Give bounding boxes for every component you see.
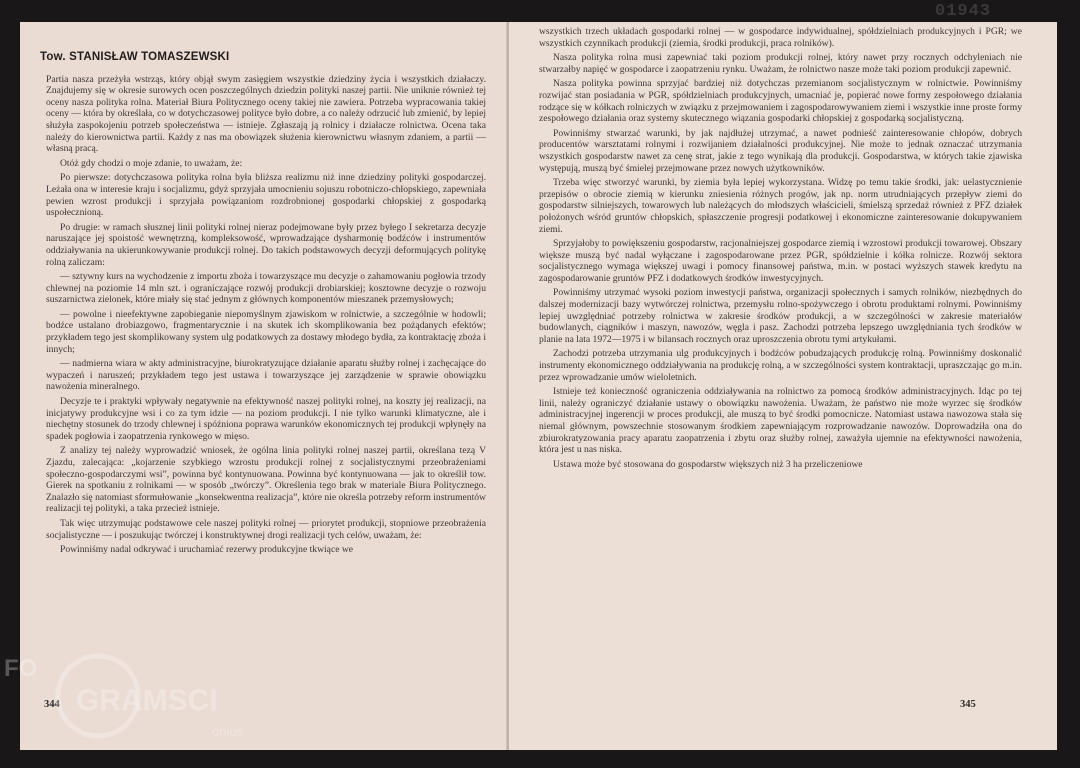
watermark-main-text: GRAMSCI [76,684,218,717]
speaker-heading: Tow. STANISŁAW TOMASZEWSKI [40,51,230,63]
book-spread [20,22,1057,750]
paragraph: — powolne i nieefektywne zapobieganie niepomyślnym zjawiskom w rolnictwie, a szczególnie w hodowli; bodźce ustalano drobiazgowo, fragmentarycznie i na skutek ich skomplikowania bez pożądanych efektów; przykładem tego jest skomplikowany system ulg podatkowych za dostawy młodego bydła, za kontraktację zboża i innych; [46,308,486,355]
right-page [509,22,1057,750]
paragraph: Decyzje te i praktyki wpływały negatywnie na efektywność naszej polityki rolnej, na koszty jej realizacji, na inicjatywy produkcyjne wsi i co za tym idzie — na poziom produkcji. I nie tylko warunki klimatyczne, ale i niechętny stosunek do trzody chlewnej i spóźniona poprawa warunków ekonomicznych tej produkcji wpłynęły na spadek pogłowia i zaopatrzenia rynkowego w mięso. [46,396,486,442]
paragraph: Nasza polityka rolna musi zapewniać taki poziom produkcji rolnej, który nawet przy rocznych odchyleniach nie stwarzałby napięć w gospodarce i zaopatrzeniu rynku. Uważam, że rolnictwo nasze może taki poziom produkcji zapewnić. [539,52,1022,75]
paragraph: Po pierwsze: dotychczasowa polityka rolna była bliższa realizmu niż inne dziedziny polityki gospodarczej. Leżała ona w interesie kraju i socjalizmu, gdyż sprzyjała umocnieniu sojuszu robotniczo-chłopskiego, zapewniała pewien wzrost produkcji i sprzyjała powiązaniom rozdrobnionej gospodarki chłopskiej z gospodarką uspołecznioną. [46,172,486,219]
paragraph: Sprzyjałoby to powiększeniu gospodarstw, racjonalniejszej gospodarce ziemią i wzrostowi produkcji towarowej. Obszary większe muszą być nadal wyłączane i zagospodarowane przez PGR, spółdzielnie i kółka rolnicze. Rozwój sektora socjalistycznego wymaga większej uwagi i pomocy finansowej państwa, m.in. w postaci wyższych stawek kredytu na zagospodarowanie gruntów PFZ i dodatkowych środków inwestycyjnych. [539,238,1022,284]
paragraph: Trzeba więc stworzyć warunki, by ziemia była lepiej wykorzystana. Widzę po temu takie środki, jak: uelastycznienie przepisów o obrocie ziemią w kierunku zniesienia różnych progów, jak np. norm utrudniających przepływ ziemi do gospodarstw silniejszych, towarowych lub należących do młodszych właścicieli, śmielszą sprzedaż również z PFZ działek położonych wśród gruntów chłopskich, spłaszczenie progresji podatkowej i ekonomiczne zainteresowanie dokupywaniem ziemi. [539,177,1022,235]
paragraph: wszystkich trzech układach gospodarki rolnej — w gospodarce indywidualnej, spółdzielniach produkcyjnych i PGR; we wszystkich czynnikach produkcji (ziemia, środki produkcji, praca rolników). [539,26,1022,49]
archive-stamp-number: 01943 [935,2,992,21]
watermark-prefix-text: FO [4,655,38,682]
right-text-column [539,26,1022,473]
paragraph: Otóż gdy chodzi o moje zdanie, to uważam, że: [60,157,243,169]
paragraph: Istnieje też konieczność ograniczenia oddziaływania na rolnictwo za pomocą środków administracyjnych. Idąc po tej linii, należy ograniczyć działanie ustawy o obowiązku nawożenia. Uważam, że państwo nie może wyrzec się środków administracyjnej ingerencji w proces produkcji, ale muszą to być środki pomocnicze. Natomiast ustawa nawozowa stała się niemal głównym, powszechnie stosowanym środkiem zapewniającym rozprowadzanie nawozów. Doprowadziła ona do zbiurokratyzowania pracy aparatu zaopatrzenia i zbytu oraz służby rolnej, zaważyła ujemnie na efektywności nawożenia, która jest u nas niska. [539,386,1022,456]
paragraph: Zachodzi potrzeba utrzymania ulg produkcyjnych i bodźców pobudzających produkcję rolną. Powinniśmy doskonalić instrumenty ekonomicznego oddziaływania na produkcję rolną, a w szczególności system kontraktacji, upraszczając go m.in. przez wprowadzanie umów wieloletnich. [539,348,1022,383]
paragraph: Powinniśmy nadal odkrywać i uruchamiać rezerwy produkcyjne tkwiące we [60,544,354,556]
paragraph: Powinniśmy utrzymać wysoki poziom inwestycji państwa, organizacji społecznych i samych rolników, niezbędnych do dalszej modernizacji bazy wytwórczej rolnictwa, przemysłu rolno-spożywczego i obrotu produktami rolnymi. Powinniśmy lepiej uwzględniać potrzeby rolnictwa w zakresie środków produkcji, a w szczególności w zakresie materiałów budowlanych, ciągników i maszyn, nawozów, węgla i pasz. Zachodzi potrzeba lepszego uwzględniania tych środków w planie na lata 1972—1975 i w bilansach rocznych oraz uproszczenia obrotu tymi artykułami. [539,287,1022,345]
paragraph: Po drugie: w ramach słusznej linii polityki rolnej nieraz podejmowane były przez byłego I sekretarza decyzje naruszające jej spoistość wewnętrzną, kompleksowość, wprowadzające dysharmonię bodźców i instrumentów oddziaływania na ukierunkowywanie produkcji rolnej. Do takich podstawowych decyzji deformujących politykę rolną zaliczam: [46,221,486,268]
paragraph: Tak więc utrzymując podstawowe cele naszej polityki rolnej — priorytet produkcji, stopniowe przeobrażenia socjalistyczne — i poszukując twórczej i konstruktywnej drogi realizacji tych celów, uważam, że: [46,517,486,541]
paragraph: Powinniśmy stwarzać warunki, by jak najdłużej utrzymać, a nawet podnieść zainteresowanie chłopów, dobrych producentów warsztatami rolnymi i rozwijaniem działalności produkcyjnej. Nie może to jednak oznaczać utrzymania wszystkich gospodarstw nawet za cenę strat, jakie z tego wynikają dla produkcji. Gospodarstwa, w których takie zjawiska występują, muszą być śmielej przejmowane przez nowych użytkowników. [539,127,1022,174]
page-number-right: 345 [960,699,976,710]
page-number-left: 344 [44,699,60,710]
paragraph: — sztywny kurs na wychodzenie z importu zboża i towarzyszące mu decyzje o zahamowaniu pogłowia trzody chlewnej na poziomie 14 mln szt. i ograniczające rozwój produkcji drobiarskiej; kosztowne decyzje o rozwoju suszarnictwa zielonek, które miały się stać jednym z głównych komponentów mieszanek przemysłowych; [46,271,486,306]
paragraph: Partia nasza przeżyła wstrząs, który objął swym zasięgiem wszystkie dziedziny życia i wszystkich działaczy. Znajdujemy się w okresie surowych ocen poszczególnych dziedzin polityki naszej partii. Nie uniknie również tej oceny nasza polityka rolna. Materiał Biura Politycznego oceny takiej nie zawiera. Potrzeba wypracowania takiej oceny — która by określała, co w dotychczasowej polityce było dobre, a co należy odrzucić lub zmienić, by lepiej służyła zaspokojeniu potrzeb społeczeństwa — istnieje. Zgłaszają ją rolnicy i działacze rolnictwa. Ocena taka należy do kierownictwa partii. Każdy z nas ma obowiązek służenia kierownictwu własnym zdaniem, a partii — własną pracą. [46,73,486,155]
left-page [20,22,507,750]
paragraph: Nasza polityka powinna sprzyjać bardziej niż dotychczas przemianom socjalistycznym w rolnictwie. Powinniśmy rozwijać stan posiadania w PGR, spółdzielniach produkcyjnych, umacniać je, popierać nowe formy zespołowego działania rodzące się w kółkach rolniczych w związku z przejmowaniem i zagospodarowywaniem ziemi i wszystkie inne proste formy zespołowego działania oraz systemy skutecznego wiązania gospodarki chłopskiej z gospodarką socjalistyczną. [539,78,1022,125]
paragraph: Ustawa może być stosowana do gospodarstw większych niż 3 ha przeliczeniowe [553,458,863,470]
left-text-column [40,51,486,559]
paragraph: — nadmierna wiara w akty administracyjne, biurokratyzujące działanie aparatu służby rolnej i zachęcające do wypaczeń i naruszeń; przykładem tego jest ustawa i towarzyszące jej zarządzenie w sprawie obowiązku nawożenia mineralnego. [46,358,486,393]
watermark-suffix-text: onlus [212,724,244,739]
paragraph: Z analizy tej należy wyprowadzić wniosek, że ogólna linia polityki rolnej naszej partii, określana tezą V Zjazdu, zalecająca: „kojarzenie szybkiego wzrostu produkcji rolnej z socjalistycznymi przeobrażeniami społeczno-gospodarczymi wsi”, powinna być kontynuowana. Powinna być kontynuowana — jak to określił tow. Gierek na spotkaniu z rolnikami — w sposób „twórczy”. Określenia tego brak w materiale Biura Politycznego. Znalazło się natomiast sformułowanie „konsekwentna realizacja”, które nie określa potrzeby reform instrumentów realizacji tej polityki, a taka przecież istnieje. [46,445,486,515]
